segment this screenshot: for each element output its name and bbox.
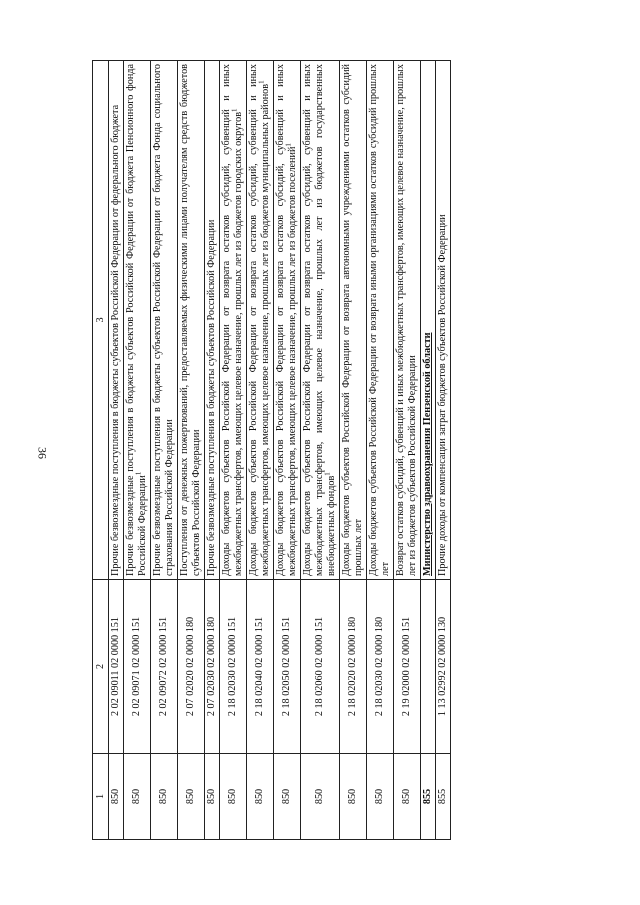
description-text: Прочие доходы от компенсации затрат бюджетов субъектов Российской Федерации bbox=[437, 214, 448, 576]
revenue-description-cell bbox=[205, 61, 220, 580]
description-text: Доходы бюджетов субъектов Российской Федерации от возврата автономными учреждениями остатков субсидий прошлых лет bbox=[341, 64, 364, 576]
revenue-description-cell bbox=[178, 61, 205, 580]
revenue-code-cell: 2 19 02000 02 0000 151 bbox=[394, 580, 421, 754]
table-row bbox=[247, 61, 274, 840]
description-text: Доходы бюджетов субъектов Российской Федерации от возврата остатков субсидий, субвенций и иных межбюджетных трансфертов, имеющих целевое назначение, прошлых лет из бюджетов государственных внебюджетных фондов bbox=[302, 64, 337, 576]
description-text: Прочие безвозмездные поступления в бюджеты субъектов Российской Федерации от бюджета Фонда социального страхования Российской Федерации bbox=[152, 64, 175, 576]
admin-code-cell: 855 bbox=[436, 754, 451, 840]
revenue-description-cell bbox=[421, 61, 436, 580]
table-row bbox=[124, 61, 151, 840]
admin-code-cell: 850 bbox=[205, 754, 220, 840]
header-col-2: 2 bbox=[93, 580, 109, 754]
description-text: Доходы бюджетов субъектов Российской Федерации от возврата остатков субсидий, субвенций и иных межбюджетных трансфертов, имеющих целевое назначение, прошлых лет из бюджетов поселений bbox=[275, 64, 298, 576]
table-row bbox=[151, 61, 178, 840]
table-row bbox=[109, 61, 124, 840]
table-row bbox=[394, 61, 421, 840]
revenue-description-cell bbox=[436, 61, 451, 580]
revenue-description-cell bbox=[301, 61, 340, 580]
description-text: Прочие безвозмездные поступления в бюджеты субъектов Российской Федерации bbox=[206, 219, 217, 576]
page-number: 36 bbox=[35, 447, 50, 459]
table-row bbox=[367, 61, 394, 840]
admin-code-cell: 850 bbox=[247, 754, 274, 840]
revenue-code-cell: 2 18 02030 02 0000 151 bbox=[220, 580, 247, 754]
footnote-marker: 1 bbox=[134, 471, 143, 476]
table-row bbox=[436, 61, 451, 840]
revenue-code-cell: 2 18 02040 02 0000 151 bbox=[247, 580, 274, 754]
admin-code-cell: 855 bbox=[421, 754, 436, 840]
table-row bbox=[205, 61, 220, 840]
revenue-description-cell bbox=[220, 61, 247, 580]
description-text: Министерство здравоохранения Пензенской области bbox=[422, 332, 433, 576]
revenue-code-cell: 2 07 02020 02 0000 180 bbox=[178, 580, 205, 754]
rotated-table bbox=[92, 60, 538, 840]
revenue-code-cell: 2 07 02030 02 0000 180 bbox=[205, 580, 220, 754]
table-row bbox=[274, 61, 301, 840]
header-col-1: 1 bbox=[93, 754, 109, 840]
admin-code-cell: 850 bbox=[301, 754, 340, 840]
table-header-row bbox=[93, 61, 109, 840]
footnote-marker: 1 bbox=[284, 143, 293, 147]
revenue-description-cell bbox=[124, 61, 151, 580]
revenue-code-cell bbox=[421, 580, 436, 754]
revenue-description-cell bbox=[151, 61, 178, 580]
revenue-description-cell bbox=[394, 61, 421, 580]
header-col-3: 3 bbox=[93, 61, 109, 580]
description-text: Прочие безвозмездные поступления в бюджеты субъектов Российской Федерации от федерального бюджета bbox=[110, 104, 121, 576]
footnote-marker: 1 bbox=[230, 108, 239, 112]
revenue-code-cell: 2 18 02020 02 0000 180 bbox=[340, 580, 367, 754]
description-text: Доходы бюджетов субъектов Российской Федерации от возврата остатков субсидий, субвенций и иных межбюджетных трансфертов, имеющих целевое назначение, прошлых лет из бюджетов городских округов bbox=[221, 64, 244, 576]
admin-code-cell: 850 bbox=[124, 754, 151, 840]
revenue-code-cell: 1 13 02992 02 0000 130 bbox=[436, 580, 451, 754]
revenue-description-cell bbox=[109, 61, 124, 580]
revenue-codes-table bbox=[92, 60, 451, 840]
table-row bbox=[178, 61, 205, 840]
table-row bbox=[220, 61, 247, 840]
revenue-code-cell: 2 02 09072 02 0000 151 bbox=[151, 580, 178, 754]
revenue-description-cell bbox=[340, 61, 367, 580]
revenue-code-cell: 2 18 02030 02 0000 180 bbox=[367, 580, 394, 754]
admin-code-cell: 850 bbox=[340, 754, 367, 840]
table-row bbox=[301, 61, 340, 840]
footnote-marker: 1 bbox=[257, 80, 266, 84]
admin-code-cell: 850 bbox=[178, 754, 205, 840]
department-row bbox=[421, 61, 436, 840]
description-text: Возврат остатков субсидий, субвенций и иных межбюджетных трансфертов, имеющих целевое назначение, прошлых лет из бюджетов субъектов Российской Федерации bbox=[395, 64, 418, 576]
revenue-code-cell: 2 02 09071 02 0000 151 bbox=[124, 580, 151, 754]
revenue-description-cell bbox=[274, 61, 301, 580]
revenue-code-cell: 2 02 09011 02 0000 151 bbox=[109, 580, 124, 754]
revenue-code-cell: 2 18 02050 02 0000 151 bbox=[274, 580, 301, 754]
description-text: Прочие безвозмездные поступления в бюджеты субъектов Российской Федерации от бюджета Пенсионного фонда Российской Федерации bbox=[125, 64, 148, 576]
footnote-marker: 1 bbox=[323, 472, 332, 476]
description-text: Доходы бюджетов субъектов Российской Федерации от возврата иными организациями остатков субсидий прошлых лет bbox=[368, 64, 391, 576]
admin-code-cell: 850 bbox=[274, 754, 301, 840]
table-container bbox=[92, 60, 538, 840]
admin-code-cell: 850 bbox=[367, 754, 394, 840]
revenue-description-cell bbox=[367, 61, 394, 580]
description-text: Поступления от денежных пожертвований, предоставляемых физическими лицами получателям средств бюджетов субъектов Российской Федерации bbox=[179, 64, 202, 576]
revenue-description-cell bbox=[247, 61, 274, 580]
admin-code-cell: 850 bbox=[220, 754, 247, 840]
admin-code-cell: 850 bbox=[151, 754, 178, 840]
description-text: Доходы бюджетов субъектов Российской Федерации от возврата остатков субсидий, субвенций и иных межбюджетных трансфертов, имеющих целевое назначение, прошлых лет из бюджетов муниципальных районов bbox=[248, 64, 271, 576]
admin-code-cell: 850 bbox=[394, 754, 421, 840]
table-row bbox=[340, 61, 367, 840]
revenue-code-cell: 2 18 02060 02 0000 151 bbox=[301, 580, 340, 754]
admin-code-cell: 850 bbox=[109, 754, 124, 840]
table-body bbox=[93, 61, 451, 840]
